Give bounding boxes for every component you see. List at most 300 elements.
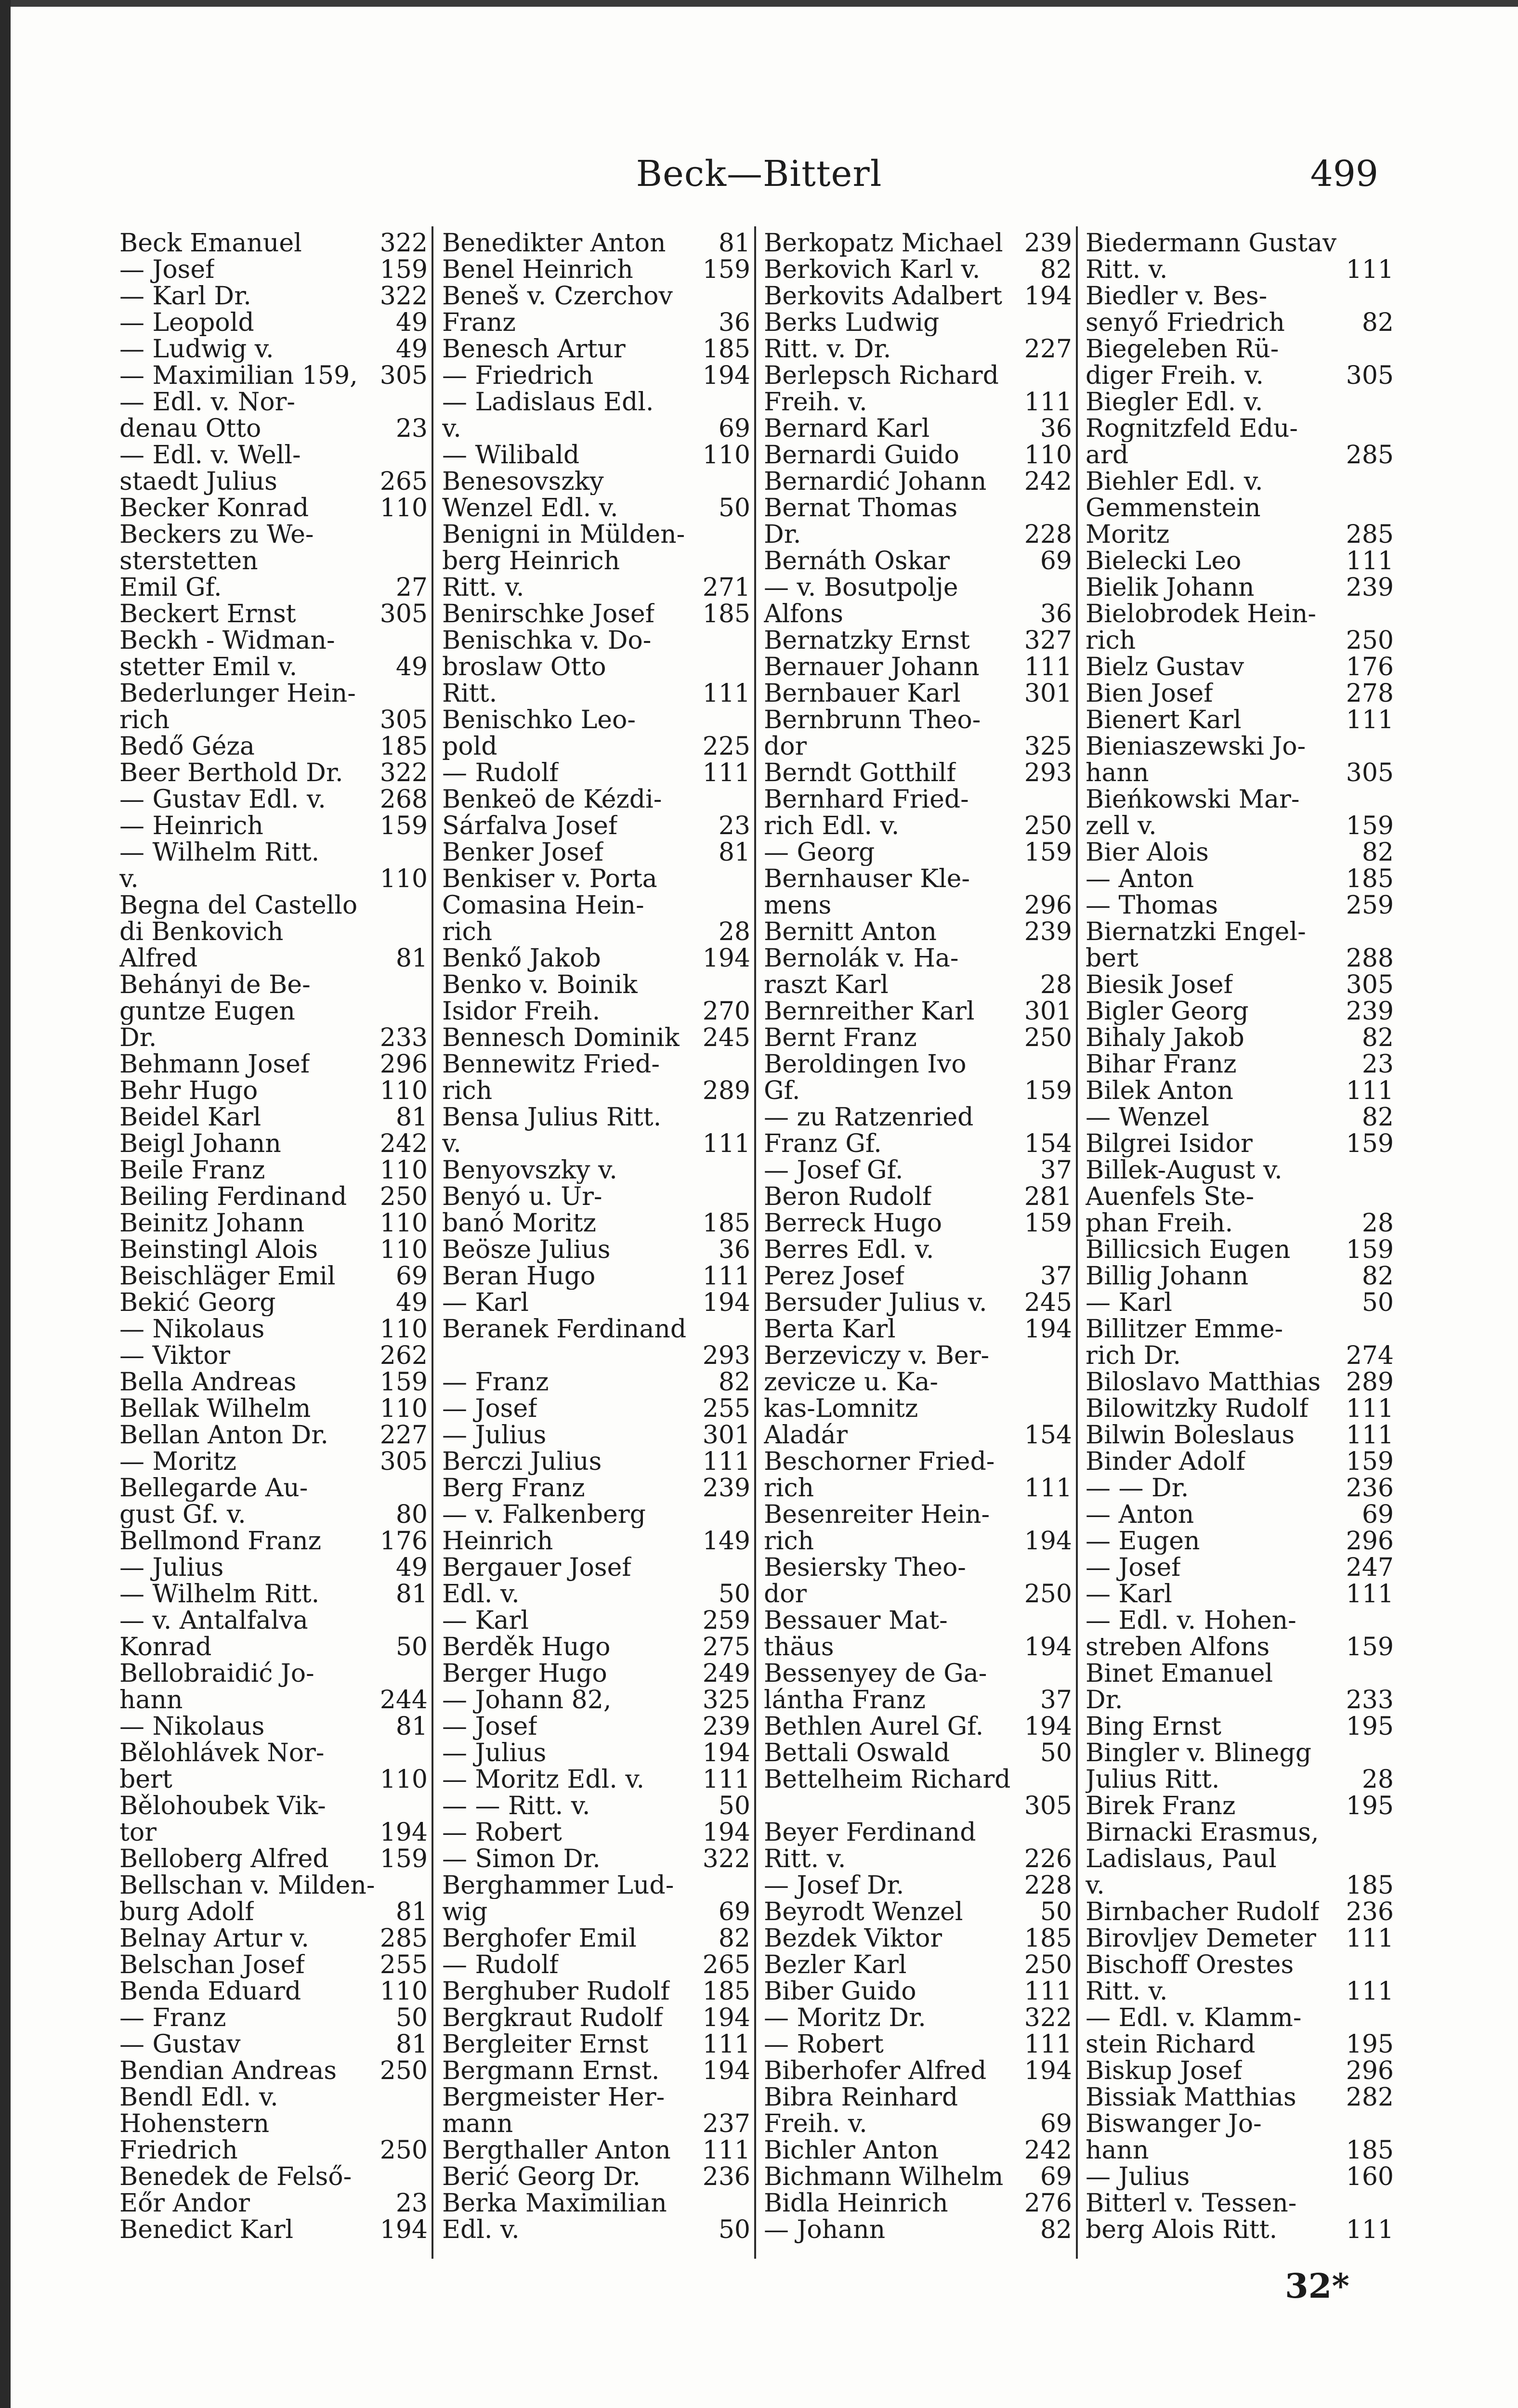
index-entry (764, 230, 1072, 257)
entry-page-ref: 159 (380, 1845, 428, 1873)
index-entry (764, 919, 1072, 945)
index-entry (442, 1025, 750, 1051)
entry-page-ref: 293 (702, 1341, 750, 1370)
entry-page-ref: 159 (1346, 1129, 1394, 1158)
entry-name: Berlepsch Richard (764, 363, 999, 389)
entry-name: Bendl Edl. v. (119, 2084, 278, 2111)
index-entry (119, 416, 428, 442)
entry-name: rich (119, 707, 170, 733)
entry-name: Bernhauser Kle- (764, 866, 970, 892)
entry-page-ref: 111 (1346, 1076, 1394, 1105)
entry-name: Konrad (119, 1634, 212, 1661)
entry-name: Beroldingen Ivo (764, 1051, 967, 1078)
entry-name: Berreck Hugo (764, 1210, 942, 1237)
index-entry (764, 1475, 1072, 1502)
index-entry (119, 786, 428, 813)
entry-name: Ritt. (442, 681, 497, 707)
index-entry (119, 760, 428, 786)
entry-name: Bihar Franz (1086, 1051, 1237, 1078)
entry-page-ref: 250 (380, 1182, 428, 1211)
index-entry (119, 2084, 428, 2111)
index-entry (764, 1555, 1072, 1581)
index-entry (1086, 1661, 1394, 1687)
index-entry (442, 1131, 750, 1157)
index-entry (764, 707, 1072, 733)
entry-page-ref: 111 (702, 2136, 750, 2165)
index-entry (442, 998, 750, 1025)
index-entry (764, 1767, 1072, 1793)
entry-name: Billicsich Eugen (1086, 1237, 1291, 1263)
entry-page-ref: 185 (1346, 864, 1394, 893)
entry-page-ref: 255 (380, 1950, 428, 1979)
entry-name: — — Dr. (1086, 1475, 1189, 1502)
index-entry (119, 1608, 428, 1634)
index-entry (1086, 1369, 1394, 1396)
entry-page-ref: 36 (718, 308, 750, 337)
entry-page-ref: 305 (1024, 1792, 1072, 1820)
entry-name: — Moritz Dr. (764, 2005, 926, 2031)
entry-name: bert (1086, 945, 1138, 972)
entry-page-ref: 185 (1024, 1924, 1072, 1953)
index-entry (1086, 1634, 1394, 1661)
entry-name: Billig Johann (1086, 1263, 1249, 1290)
index-entry (442, 1925, 750, 1952)
entry-page-ref: 111 (1346, 2215, 1394, 2244)
entry-page-ref: 23 (718, 811, 750, 840)
index-entry (442, 1978, 750, 2005)
entry-name: — Josef (442, 1714, 537, 1740)
entry-name: Eőr Andor (119, 2190, 250, 2217)
entry-page-ref: 227 (380, 1421, 428, 1450)
entry-name: Beinitz Johann (119, 1210, 305, 1237)
entry-page-ref: 194 (702, 944, 750, 973)
entry-name: Dr. (119, 1025, 157, 1051)
index-entry (1086, 1793, 1394, 1819)
index-entry (119, 1396, 428, 1422)
index-entry (764, 257, 1072, 283)
entry-name: Beyrodt Wenzel (764, 1899, 963, 1925)
entry-page-ref: 322 (380, 282, 428, 311)
entry-page-ref: 111 (702, 679, 750, 708)
index-entry (119, 1872, 428, 1899)
entry-name: — Edl. v. Nor- (119, 389, 295, 416)
index-entry (764, 1793, 1072, 1819)
entry-name: v. (442, 416, 461, 442)
index-entry (1086, 1290, 1394, 1316)
entry-name: Binder Adolf (1086, 1449, 1245, 1475)
entry-page-ref: 185 (1346, 1871, 1394, 1900)
entry-name: Beck Emanuel (119, 230, 302, 257)
entry-name: Biskup Josef (1086, 2058, 1243, 2084)
index-entry (442, 839, 750, 866)
entry-name: Bellan Anton Dr. (119, 1422, 328, 1449)
entry-page-ref: 69 (1040, 547, 1072, 576)
index-entry (119, 230, 428, 257)
entry-name: banó Moritz (442, 1210, 596, 1237)
index-entry (442, 1290, 750, 1316)
entry-page-ref: 111 (1346, 1977, 1394, 2006)
entry-name: Bensa Julius Ritt. (442, 1104, 662, 1131)
entry-name: staedt Julius (119, 469, 277, 495)
entry-name: — Karl (442, 1608, 529, 1634)
entry-page-ref: 185 (702, 1977, 750, 2006)
entry-name: — Ludwig v. (119, 336, 274, 363)
index-entry (442, 1581, 750, 1608)
index-entry (119, 1502, 428, 1528)
entry-page-ref: 281 (1024, 1182, 1072, 1211)
entry-page-ref: 271 (702, 573, 750, 602)
entry-page-ref: 110 (380, 1076, 428, 1105)
entry-page-ref: 239 (1024, 229, 1072, 258)
entry-name: Bilgrei Isidor (1086, 1131, 1253, 1157)
index-entry (764, 998, 1072, 1025)
index-entry (119, 1316, 428, 1343)
entry-name: Beron Rudolf (764, 1184, 932, 1210)
index-entry (119, 283, 428, 310)
index-column-3 (764, 230, 1072, 2243)
index-entry (764, 1608, 1072, 1634)
entry-name: Benischka v. Do- (442, 628, 652, 654)
index-entry (764, 1051, 1072, 1078)
entry-page-ref: 255 (702, 1394, 750, 1423)
entry-name: pold (442, 733, 497, 760)
index-entry (764, 839, 1072, 866)
entry-page-ref: 305 (380, 600, 428, 628)
index-entry (1086, 892, 1394, 919)
index-entry (764, 2058, 1072, 2084)
entry-name: Biegeleben Rü- (1086, 336, 1279, 363)
entry-name: — Johann (764, 2217, 886, 2243)
entry-name: Becker Konrad (119, 495, 309, 522)
entry-name: Julius Ritt. (1086, 1767, 1220, 1793)
index-entry (1086, 469, 1394, 495)
index-entry (119, 998, 428, 1025)
entry-name: diger Freih. v. (1086, 363, 1264, 389)
entry-name: — Moritz (119, 1449, 236, 1475)
index-entry (119, 2217, 428, 2243)
index-entry (1086, 1714, 1394, 1740)
entry-page-ref: 296 (1346, 1527, 1394, 1556)
entry-page-ref: 82 (718, 1924, 750, 1953)
index-entry (764, 813, 1072, 839)
index-entry (1086, 1502, 1394, 1528)
entry-name: Bichmann Wilhelm (764, 2164, 1004, 2190)
entry-page-ref: 50 (718, 1792, 750, 1820)
index-entry (764, 1952, 1072, 1978)
index-entry (119, 1263, 428, 1290)
index-column-4 (1086, 230, 1394, 2243)
entry-page-ref: 242 (1024, 2136, 1072, 2165)
index-entry (1086, 1740, 1394, 1767)
entry-name: Berkovich Karl v. (764, 257, 981, 283)
index-entry (442, 1634, 750, 1661)
index-entry (119, 1422, 428, 1449)
entry-page-ref: 111 (1346, 547, 1394, 576)
entry-page-ref: 50 (395, 1633, 428, 1662)
entry-name: Bilek Anton (1086, 1078, 1234, 1104)
entry-page-ref: 110 (380, 1209, 428, 1238)
entry-page-ref: 242 (380, 1129, 428, 1158)
entry-name: Bernhard Fried- (764, 786, 969, 813)
entry-page-ref: 233 (1346, 1686, 1394, 1714)
entry-page-ref: 82 (1361, 838, 1394, 867)
entry-name: ard (1086, 442, 1129, 469)
index-entry (764, 1899, 1072, 1925)
entry-page-ref: 288 (1346, 944, 1394, 973)
entry-page-ref: 285 (1346, 441, 1394, 470)
entry-name: guntze Eugen (119, 998, 295, 1025)
index-entry (442, 469, 750, 495)
index-entry (442, 230, 750, 257)
entry-name: — — Ritt. v. (442, 1793, 590, 1819)
entry-name: Auenfels Ste- (1086, 1184, 1255, 1210)
entry-name: Benkeö de Kézdi- (442, 786, 662, 813)
index-entry (764, 469, 1072, 495)
index-entry (764, 2005, 1072, 2031)
entry-page-ref: 111 (1024, 653, 1072, 681)
entry-name: — Karl (1086, 1581, 1172, 1608)
index-entry (119, 1210, 428, 1237)
index-entry (764, 2084, 1072, 2111)
entry-page-ref: 185 (702, 335, 750, 364)
index-entry (1086, 2137, 1394, 2164)
index-entry (764, 1184, 1072, 1210)
index-entry (119, 1025, 428, 1051)
index-entry (119, 1819, 428, 1846)
entry-name: Benker Josef (442, 839, 604, 866)
entry-name: Berkovits Adalbert (764, 283, 1003, 310)
index-entry (442, 813, 750, 839)
entry-page-ref: 247 (1346, 1553, 1394, 1582)
index-entry (442, 283, 750, 310)
column-divider (1076, 226, 1078, 2259)
entry-name: Bibra Reinhard (764, 2084, 958, 2111)
index-entry (119, 1449, 428, 1475)
entry-name: Benko v. Boinik (442, 972, 638, 998)
index-entry (1086, 389, 1394, 416)
entry-page-ref: 50 (718, 494, 750, 523)
entry-page-ref: 305 (1346, 970, 1394, 999)
entry-name: Beckert Ernst (119, 601, 296, 628)
entry-name: Bernt Franz (764, 1025, 917, 1051)
entry-name: — Viktor (119, 1343, 231, 1369)
index-entry (442, 786, 750, 813)
entry-name: Bergleiter Ernst (442, 2031, 649, 2058)
entry-page-ref: 227 (1024, 335, 1072, 364)
entry-page-ref: 278 (1346, 679, 1394, 708)
index-entry (1086, 681, 1394, 707)
entry-page-ref: 37 (1040, 1686, 1072, 1714)
index-entry (1086, 972, 1394, 998)
entry-page-ref: 185 (380, 732, 428, 761)
index-entry (119, 1290, 428, 1316)
entry-name: lántha Franz (764, 1687, 926, 1714)
entry-page-ref: 111 (702, 2030, 750, 2059)
entry-name: Bilowitzky Rudolf (1086, 1396, 1309, 1422)
entry-page-ref: 154 (1024, 1129, 1072, 1158)
entry-name: Ritt. v. (764, 1846, 846, 1872)
entry-name: — Wilhelm Ritt. (119, 839, 320, 866)
entry-name: Benyovszky v. (442, 1157, 617, 1184)
entry-name: Bederlunger Hein- (119, 681, 356, 707)
index-entry (442, 257, 750, 283)
index-entry (119, 1581, 428, 1608)
index-entry (764, 1502, 1072, 1528)
entry-name: stein Richard (1086, 2031, 1256, 2058)
entry-page-ref: 245 (1024, 1288, 1072, 1317)
index-entry (1086, 601, 1394, 628)
entry-page-ref: 154 (1024, 1421, 1072, 1450)
entry-page-ref: 262 (380, 1341, 428, 1370)
entry-page-ref: 159 (1346, 1447, 1394, 1476)
entry-name: Beranek Ferdinand (442, 1316, 687, 1343)
entry-page-ref: 195 (1346, 2030, 1394, 2059)
entry-page-ref: 236 (1346, 1474, 1394, 1503)
entry-name: Sárfalva Josef (442, 813, 618, 839)
entry-page-ref: 28 (718, 917, 750, 946)
entry-name: phan Freih. (1086, 1210, 1233, 1237)
index-entry (442, 1157, 750, 1184)
entry-name: Belnay Artur v. (119, 1925, 309, 1952)
entry-name: Beyer Ferdinand (764, 1819, 976, 1846)
index-entry (764, 1925, 1072, 1952)
entry-name: Beiling Ferdinand (119, 1184, 347, 1210)
index-entry (1086, 1343, 1394, 1369)
index-entry (1086, 733, 1394, 760)
entry-name: bert (119, 1767, 172, 1793)
entry-name: Berić Georg Dr. (442, 2164, 641, 2190)
entry-name: Bellak Wilhelm (119, 1396, 311, 1422)
entry-name: Bendian Andreas (119, 2058, 337, 2084)
index-entry (1086, 1396, 1394, 1422)
entry-name: Bellmond Franz (119, 1528, 321, 1555)
index-entry (442, 1872, 750, 1899)
index-entry (1086, 839, 1394, 866)
entry-page-ref: 28 (1361, 1209, 1394, 1238)
entry-name: Biedler v. Bes- (1086, 283, 1268, 310)
entry-name: Behr Hugo (119, 1078, 258, 1104)
index-entry (119, 389, 428, 416)
entry-name: Berres Edl. v. (764, 1237, 934, 1263)
index-entry (119, 2111, 428, 2137)
entry-page-ref: 327 (1024, 626, 1072, 655)
index-entry (442, 628, 750, 654)
index-entry (119, 1661, 428, 1687)
entry-name: Bergauer Josef (442, 1555, 631, 1581)
entry-page-ref: 160 (1346, 2162, 1394, 2191)
entry-name: zell v. (1086, 813, 1157, 839)
entry-name: Freih. v. (764, 389, 867, 416)
index-entry (764, 1157, 1072, 1184)
entry-name: — Friedrich (442, 363, 594, 389)
index-entry (1086, 2058, 1394, 2084)
entry-page-ref: 28 (1361, 1765, 1394, 1794)
index-entry (764, 336, 1072, 363)
entry-page-ref: 268 (380, 785, 428, 814)
entry-name: Bethlen Aurel Gf. (764, 1714, 984, 1740)
index-entry (1086, 707, 1394, 733)
entry-name: — Leopold (119, 310, 254, 336)
entry-name: Bennesch Dominik (442, 1025, 680, 1051)
entry-page-ref: 276 (1024, 2189, 1072, 2218)
entry-name: Bielecki Leo (1086, 548, 1242, 575)
entry-page-ref: 81 (395, 1580, 428, 1609)
entry-name: — Rudolf (442, 1952, 559, 1978)
entry-name: — v. Falkenberg (442, 1502, 646, 1528)
entry-name: Biber Guido (764, 1978, 916, 2005)
index-entry (119, 495, 428, 522)
entry-page-ref: 111 (1024, 1474, 1072, 1503)
entry-page-ref: 110 (1024, 441, 1072, 470)
entry-name: tor (119, 1819, 157, 1846)
entry-page-ref: 194 (380, 1818, 428, 1847)
index-entry (764, 2190, 1072, 2217)
index-entry (1086, 257, 1394, 283)
entry-page-ref: 82 (1040, 2215, 1072, 2244)
entry-page-ref: 110 (380, 1235, 428, 1264)
entry-name: Bersuder Julius v. (764, 1290, 987, 1316)
entry-page-ref: 305 (380, 1447, 428, 1476)
entry-name: Ritt. v. (1086, 257, 1168, 283)
index-entry (119, 1687, 428, 1714)
entry-name: broslaw Otto (442, 654, 606, 681)
entry-name: Bernáth Oskar (764, 548, 950, 575)
entry-page-ref: 111 (702, 759, 750, 787)
index-entry (1086, 1078, 1394, 1104)
index-entry (764, 442, 1072, 469)
scan-border-left (0, 0, 11, 2408)
index-entry (764, 1316, 1072, 1343)
index-entry (1086, 2111, 1394, 2137)
index-entry (764, 2164, 1072, 2190)
entry-name: Beidel Karl (119, 1104, 262, 1131)
entry-page-ref: 233 (380, 1023, 428, 1052)
entry-page-ref: 111 (1346, 706, 1394, 734)
entry-name: burg Adolf (119, 1899, 254, 1925)
entry-name: Berger Hugo (442, 1661, 607, 1687)
entry-page-ref: 239 (1346, 997, 1394, 1026)
index-entry (442, 1475, 750, 1502)
entry-page-ref: 111 (702, 1129, 750, 1158)
entry-name: denau Otto (119, 416, 262, 442)
index-entry (1086, 628, 1394, 654)
index-entry (764, 733, 1072, 760)
entry-page-ref: 236 (1346, 1898, 1394, 1926)
entry-name: Bellschan v. Milden- (119, 1872, 375, 1899)
entry-name: — Simon Dr. (442, 1846, 601, 1872)
index-entry (442, 1819, 750, 1846)
entry-page-ref: 296 (1024, 891, 1072, 920)
entry-page-ref: 81 (395, 1898, 428, 1926)
entry-name: gust Gf. v. (119, 1502, 246, 1528)
index-entry (442, 1687, 750, 1714)
entry-page-ref: 111 (1346, 1421, 1394, 1450)
entry-page-ref: 81 (395, 944, 428, 973)
entry-page-ref: 111 (1024, 1977, 1072, 2006)
index-entry (764, 1263, 1072, 1290)
entry-page-ref: 111 (1024, 2030, 1072, 2059)
index-entry (442, 892, 750, 919)
entry-name: Gf. (764, 1078, 800, 1104)
index-entry (119, 2058, 428, 2084)
entry-name: — Josef (442, 1396, 537, 1422)
index-entry (764, 1131, 1072, 1157)
entry-page-ref: 159 (1024, 1076, 1072, 1105)
index-entry (442, 1078, 750, 1104)
entry-page-ref: 250 (380, 2136, 428, 2165)
entry-page-ref: 289 (702, 1076, 750, 1105)
entry-page-ref: 50 (1361, 1288, 1394, 1317)
